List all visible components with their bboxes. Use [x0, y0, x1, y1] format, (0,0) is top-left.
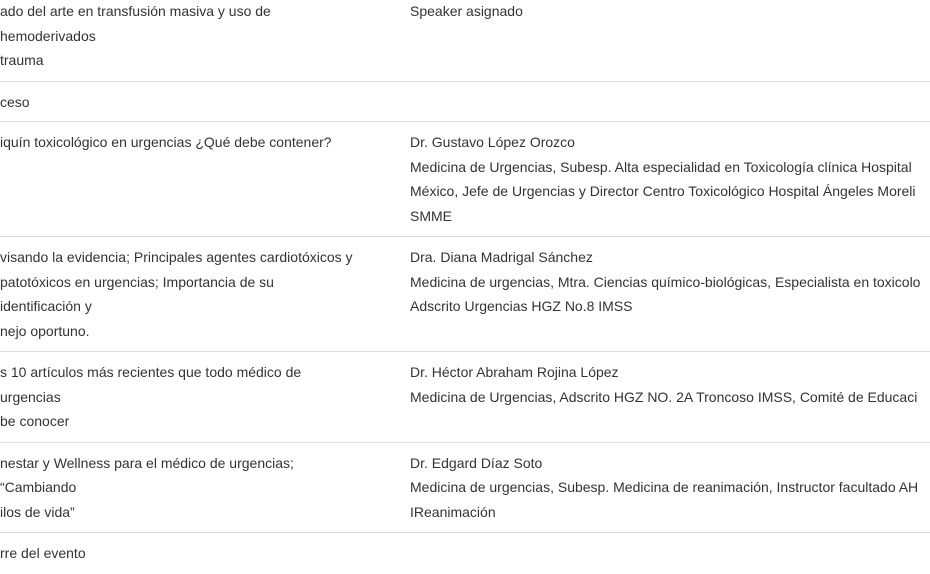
speaker-name: Dr. Gustavo López Orozco [410, 134, 575, 150]
table-row [0, 122, 930, 237]
topic-cell [0, 82, 370, 115]
speaker-cell [370, 82, 930, 115]
table-row [0, 82, 930, 123]
topic-line: nejo oportuno. [0, 322, 90, 339]
topic-line: ado del arte en transfusión masiva y uso de hemoderivados [0, 3, 271, 44]
speaker-cell [370, 352, 930, 434]
topic-cell [0, 0, 370, 73]
speaker-cell [370, 122, 930, 228]
speaker-name: Dr. Edgard Díaz Soto [410, 454, 543, 471]
table-row [0, 237, 930, 352]
topic-line: be conocer [0, 413, 70, 429]
table-row [0, 443, 930, 534]
speaker-name: Dr. Héctor Abraham Rojina López [410, 364, 619, 380]
speaker-line: Medicina de Urgencias, Subesp. Alta especialidad en Toxicología clínica Hospital [410, 158, 912, 175]
topic-cell [0, 352, 370, 434]
speaker-line: Medicina de urgencias, Subesp. Medicina de reanimación, Instructor facultado AH [410, 479, 919, 495]
topic-cell [0, 443, 370, 525]
topic-cell [0, 533, 370, 566]
topic-line: patotóxicos en urgencias; Importancia de su identificación y [0, 273, 274, 314]
speaker-line: Medicina de urgencias, Mtra. Ciencias químico-biológicas, Especialista en toxicolo [410, 273, 921, 290]
speaker-cell [370, 533, 930, 566]
speaker-line: México, Jefe de Urgencias y Director Centro Toxicológico Hospital Ángeles Moreli [410, 183, 916, 199]
speaker-name: Dra. Diana Madrigal Sánchez [410, 249, 593, 265]
topic-cell [0, 237, 370, 343]
topic-cell [0, 122, 370, 228]
speaker-cell [370, 443, 930, 525]
topic-line: nestar y Wellness para el médico de urgencias; “Cambiando [0, 454, 294, 495]
speaker-line: SMME [410, 207, 452, 224]
topic-line: rre del evento [0, 545, 86, 561]
topic-line: trauma [0, 52, 44, 68]
table-row [0, 0, 930, 82]
topic-line: s 10 artículos más recientes que todo médico de urgencias [0, 364, 302, 405]
topic-line: ceso [0, 93, 30, 110]
table-row [0, 533, 930, 574]
topic-line: ilos de vida” [0, 503, 75, 520]
table-row [0, 352, 930, 443]
speaker-line: Adscrito Urgencias HGZ No.8 IMSS [410, 298, 633, 314]
speaker-line: Speaker asignado [410, 3, 523, 19]
topic-line: visando la evidencia; Principales agentes cardiotóxicos y [0, 249, 353, 265]
speaker-cell [370, 237, 930, 343]
topic-line: iquín toxicológico en urgencias ¿Qué debe contener? [0, 134, 332, 150]
speaker-line: IReanimación [410, 503, 496, 520]
speaker-cell [370, 0, 930, 73]
speaker-line: Medicina de Urgencias, Adscrito HGZ NO. 2A Troncoso IMSS, Comité de Educaci [410, 388, 918, 405]
